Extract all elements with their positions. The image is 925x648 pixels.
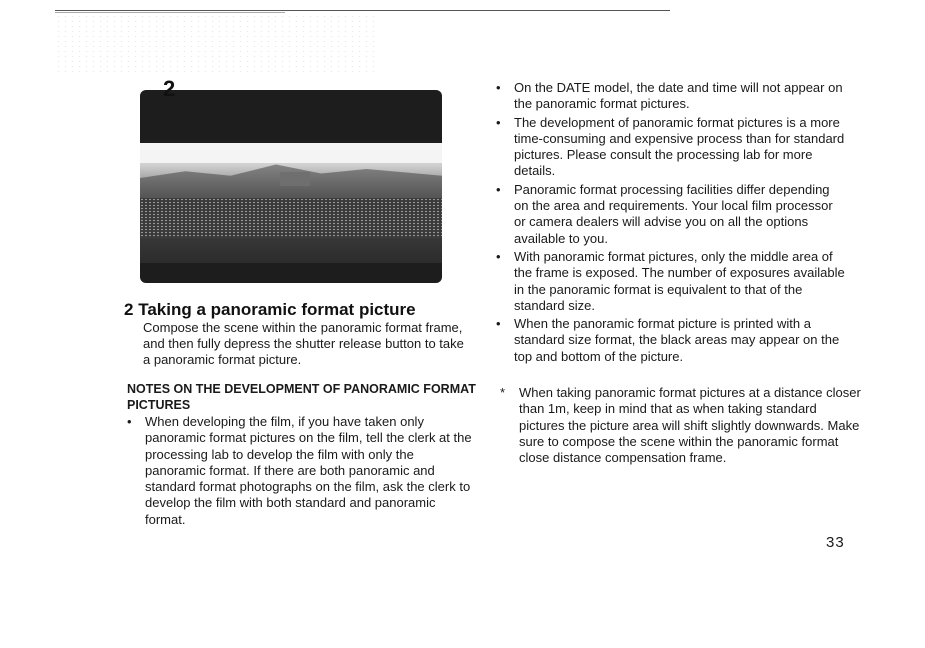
scan-speckle: [55, 14, 375, 72]
list-item: [496, 249, 846, 314]
list-item: [127, 414, 472, 528]
caution-note: [500, 385, 865, 466]
photo-sky: [140, 143, 442, 163]
bullet-icon: •: [496, 316, 501, 332]
notes-list-left: [127, 414, 472, 530]
list-item: [496, 115, 846, 180]
section-number: 2: [124, 300, 134, 319]
panoramic-viewfinder-photo: [140, 90, 442, 283]
list-item: [496, 80, 846, 113]
list-item-text: When the panoramic format picture is printed with a standard size format, the black areas may appear on the top and bottom of the picture.: [514, 316, 840, 364]
section-body: Compose the scene within the panoramic format frame, and then fully depress the shutter release button to take a panoramic format picture.: [143, 320, 464, 367]
notes-list-right: [496, 80, 846, 367]
notes-heading: NOTES ON THE DEVELOPMENT OF PANORAMIC FORMAT PICTURES: [127, 382, 476, 412]
list-item: [496, 182, 846, 247]
asterisk-icon: *: [500, 385, 506, 400]
bullet-icon: •: [496, 248, 501, 264]
figure-step-number: 2: [163, 76, 176, 101]
list-item-text: On the DATE model, the date and time will not appear on the panoramic format pictures.: [514, 80, 843, 112]
page-number: 33: [826, 534, 845, 551]
bullet-icon: •: [496, 114, 501, 130]
list-item-text: With panoramic format pictures, only the middle area of the frame is exposed. The number of exposures available in the panoramic format is equivalent to that of the standard size.: [514, 248, 845, 313]
photo-building: [280, 172, 310, 186]
list-item: [496, 316, 846, 365]
photo-foreground: [140, 198, 442, 238]
bullet-icon: •: [496, 181, 501, 197]
caution-text: When taking panoramic format pictures at a distance closer than 1m, keep in mind that as when taking standard pictures the picture area will shift slightly downwards. Make sure to compose the scene within the panoramic format close distance compensation frame.: [519, 385, 861, 466]
section-heading: [124, 300, 416, 320]
section-title: Taking a panoramic format picture: [138, 300, 416, 319]
list-item-text: When developing the film, if you have taken only panoramic format pictures on the film, tell the clerk at the processing lab to develop the film with only the panoramic format. If there are both panoramic and standard format photographs on the film, ask the clerk to develop the film with both standard and panoramic format.: [145, 414, 472, 527]
list-item-text: The development of panoramic format pictures is a more time-consuming and expensive process than for standard pictures. Please consult the processing lab for more details.: [514, 114, 845, 179]
bullet-icon: •: [127, 414, 132, 429]
list-item-text: Panoramic format processing facilities differ depending on the area and requirements. Your local film processor or camera dealers will advise you on all the options available to you.: [514, 181, 833, 246]
top-rule-short: [55, 12, 285, 13]
bullet-icon: •: [496, 80, 501, 95]
top-rule: [55, 10, 670, 11]
